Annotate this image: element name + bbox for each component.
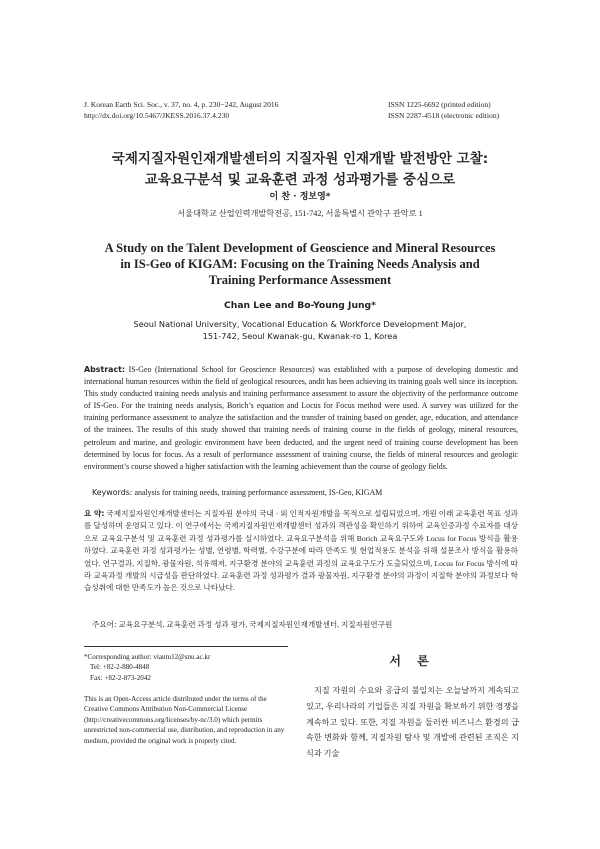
- abstract-label: Abstract:: [84, 365, 126, 374]
- korean-title: [60, 149, 540, 191]
- korean-summary-text: 국제지질자원인재개발센터는 지질자원 분야의 국내 · 외 인적자원개발을 목적으로 설립되었으며, 개원 이래 교육훈련 목표 성과를 달성하며 운영되고 있다. 이 연구에서는 국제지질자원인재개발센터 성과의 객관성을 확인하기 위하여 교육인증과정 수료자를 대상으로 교육요구분석 및 교육훈련 과정 성과평가를 실시하였다. 교육요구분석을 위해 Borich 교육요구도와 Locus for Focus 방식을 활용하였다. 교육훈련 과정 성과평가는 성별, 연령별, 학력별, 수강구분에 따라 만족도 및 현업적용도 분석을 위해 설문조사 방식을 활용하였다. 연구결과, 지질학, 광물자원, 석유해저, 지구환경 분야의 교육훈련 과정의 교육요구도가 도출되었으며, Locus for Focus 방식에 따라 교육과정 개발의 시급성을 판단하였다. 교육훈련 과정 성과평가 결과 광물자원, 지구환경 분야의 과정이 지질학 분야의 과정보다 학습성취에 대한 만족도가 높은 것으로 나타났다.: [84, 509, 518, 593]
- english-title-line2: in IS-Geo of KIGAM: Focusing on the Training Needs Analysis and: [120, 257, 480, 271]
- korean-affiliation: 서울대학교 산업인력개발학전공, 151-742, 서울특별시 관악구 관악로 1: [177, 209, 423, 218]
- english-title-line1: A Study on the Talent Development of Geoscience and Mineral Resources: [104, 241, 496, 255]
- issn-print: ISSN 1225-6692 (printed edition): [388, 100, 491, 109]
- keywords-en-label: Keywords:: [92, 488, 133, 497]
- english-title-line3: Training Performance Assessment: [208, 273, 392, 287]
- issn-block: [388, 99, 528, 121]
- korean-summary-label: 요 약:: [84, 509, 105, 518]
- keywords-en-text: analysis for training needs, training performance assessment, IS-Geo, KIGAM: [132, 488, 383, 497]
- license-notice: This is an Open-Access article distributed under the terms of the Creative Commons Attribution Non-Commercial License (http://creativecommons.org/licenses/by-nc/3.0) which permits unrestricted non-commercial use, distribution, and reproduction in any medium, provided the original work is properly cited.: [84, 695, 285, 745]
- journal-citation: [84, 99, 344, 121]
- corresponding-author-note: [84, 652, 290, 683]
- abstract-text: IS-Geo (International School for Geoscience Resources) was established with a purpose of developing domestic and international human resources within the field of geological resources, andit has been achieving its training goals well since its inception. This study conducted training needs analysis and training performance assessment to assure the objectivity of the performance outcome of IS-Geo. For the training needs analysis, Borich’s equation and Locus for Focus method were used. A survey was utilized for the training performance assessment to analyze the satisfaction and the transfer of training based on gender, age, education, and attendance of the trainees. The results of this study showed that training needs of training course in the fields of geology, mineral resources, petroleum and marine, and geologic environment have been deducted, and the urgent need of training course development has been determined by locus for focus. As a result of performance assessment of training course, the fields of mineral resources and geologic environment’s course showed a higher satisfaction with the learning achievement than the course of geology fields.: [84, 365, 518, 471]
- english-authors: Chan Lee and Bo-Young Jung*: [224, 300, 376, 311]
- introduction-text: 지질 자원의 수요와 공급의 불일치는 오늘날까지 계속되고 있고, 우리나라의 기업들은 지질 자원을 확보하기 위한 경쟁을 계속하고 있다. 또한, 지질 자원을 둘러싼 비즈니스 환경의 급속한 변화와 함께, 지질자원 탐사 및 개발에 관련된 조직은 지식과 기술: [306, 686, 519, 759]
- corresponding-email: *Corresponding author: viautu12@snu.ac.kr: [84, 653, 211, 661]
- keywords-ko: [92, 619, 518, 630]
- section-heading-introduction: 서 론: [389, 654, 435, 668]
- english-affiliation-line2: 151-742, Seoul Kwanak-gu, Kwanak-ro 1, Korea: [202, 331, 398, 341]
- korean-title-line2: 교육요구분석 및 교육훈련 과정 성과평가를 중심으로: [144, 172, 456, 188]
- doi-line: http://dx.doi.org/10.5467/JKESS.2016.37.4.230: [84, 111, 230, 120]
- abstract: [84, 364, 518, 473]
- english-affiliation: [60, 318, 540, 342]
- keywords-en: [92, 488, 518, 497]
- korean-title-line1: 국제지질자원인재개발센터의 지질자원 인재개발 발전방안 고찰:: [111, 151, 489, 167]
- keywords-ko-text: 교육요구분석, 교육훈련 과정 성과 평가, 국제지질자원인재개발센터, 지질자원연구원: [116, 620, 393, 629]
- footnote-divider: [84, 646, 288, 647]
- corresponding-tel: Tel: +82-2-880-4848: [90, 663, 150, 672]
- keywords-ko-label: 주요어:: [92, 620, 117, 629]
- corresponding-fax: Fax: +82-2-873-2042: [90, 673, 151, 682]
- journal-line: J. Korean Earth Sci. Soc., v. 37, no. 4, p. 230−242, August 2016: [84, 100, 279, 109]
- korean-summary: [84, 508, 518, 595]
- korean-authors: 이 찬 · 정보영*: [269, 192, 331, 202]
- english-affiliation-line1: Seoul National University, Vocational Education & Workforce Development Major,: [133, 319, 467, 329]
- english-title: [60, 240, 540, 288]
- issn-electronic: ISSN 2287-4518 (electronic edition): [388, 111, 500, 120]
